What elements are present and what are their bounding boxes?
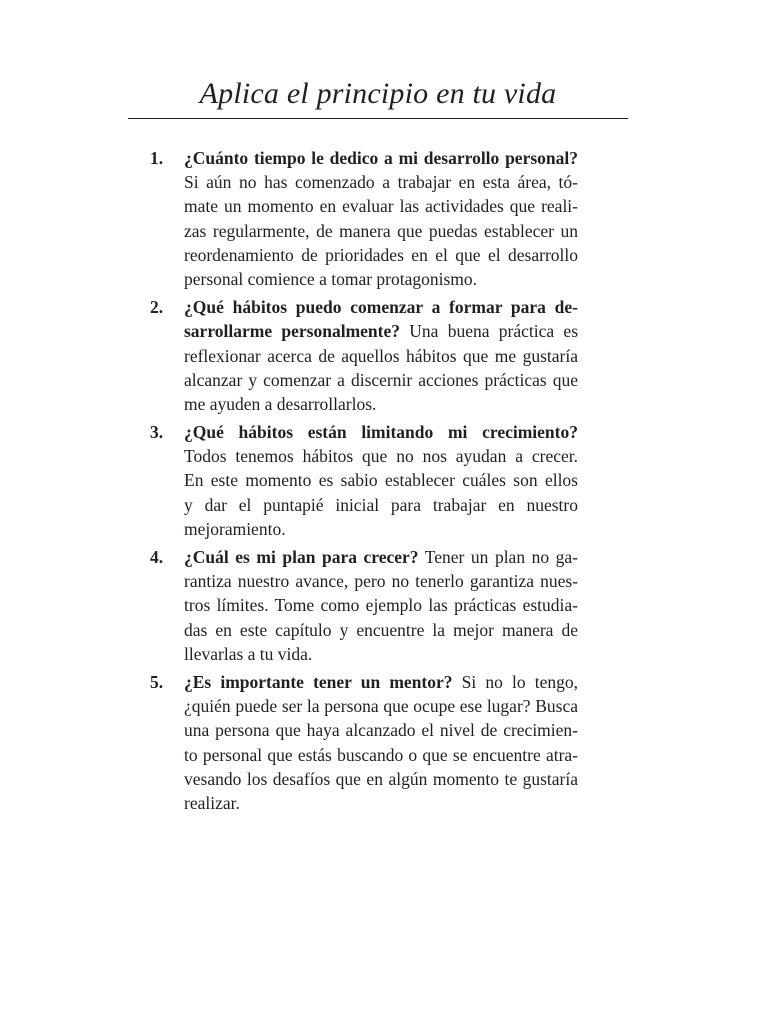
body-text: to personal que estás buscando o que se encuentre atra- <box>184 744 578 765</box>
body-text: tros límites. Tome como ejemplo las prácticas estudia- <box>184 595 578 616</box>
text-line <box>184 219 578 243</box>
text-line <box>184 344 578 368</box>
body-text: reordenamiento de prioridades en el que el desarrollo <box>184 244 578 265</box>
list-item <box>150 545 580 666</box>
body-text: Si no lo tengo, <box>452 671 579 692</box>
text-line <box>184 618 578 642</box>
page-header <box>128 76 628 112</box>
text-line <box>184 420 578 444</box>
question-text: ¿Qué hábitos están limitando mi crecimiento? <box>184 422 578 443</box>
question-text: ¿Cuál es mi plan para crecer? <box>184 547 419 567</box>
body-text: Una buena práctica es <box>400 321 579 342</box>
question-text: ¿Es importante tener un mentor? <box>184 671 453 692</box>
header-divider <box>128 118 628 119</box>
item-number: 2. <box>150 297 164 318</box>
text-line <box>184 743 578 767</box>
body-text: una persona que haya alcanzado el nivel de crecimien- <box>184 720 578 741</box>
body-text: ¿quién puede ser la persona que ocupe ese lugar? Busca <box>184 696 578 717</box>
text-line <box>184 243 578 267</box>
item-number: 1. <box>150 148 164 168</box>
body-text: me ayuden a desarrollarlos. <box>184 393 377 414</box>
text-line <box>184 545 578 569</box>
text-line <box>184 444 578 468</box>
body-text: reflexionar acerca de aquellos hábitos que me gustaría <box>184 345 578 366</box>
body-text: mate un momento en evaluar las actividades que reali- <box>184 196 578 217</box>
text-line <box>184 791 578 815</box>
body-text: realizar. <box>184 792 240 813</box>
text-line <box>184 517 578 541</box>
body-text: Tener un plan no ga- <box>418 547 578 567</box>
body-text: y dar el puntapié inicial para trabajar en nuestro <box>184 494 578 515</box>
text-line <box>184 569 578 593</box>
question-list <box>150 146 580 819</box>
text-line <box>184 319 578 343</box>
text-line <box>184 146 578 170</box>
text-line <box>184 670 578 694</box>
question-text: ¿Qué hábitos puedo comenzar a formar para de- <box>184 297 578 318</box>
body-text: Si aún no has comenzado a trabajar en esta área, tó- <box>184 172 578 193</box>
text-line <box>184 170 578 194</box>
body-text: En este momento es sabio establecer cuáles son ellos <box>184 470 578 491</box>
item-text <box>184 420 578 541</box>
body-text: Todos tenemos hábitos que no nos ayudan a crecer. <box>184 446 578 467</box>
body-text: personal comience a tomar protagonismo. <box>184 268 478 289</box>
item-text <box>184 670 578 815</box>
item-text <box>184 545 578 666</box>
list-item <box>150 146 580 291</box>
text-line <box>184 767 578 791</box>
text-line <box>184 593 578 617</box>
body-text: vesando los desafíos que en algún momento te gustaría <box>184 768 578 789</box>
body-text: mejoramiento. <box>184 518 286 539</box>
text-line <box>184 267 578 291</box>
text-line <box>184 718 578 742</box>
list-item <box>150 420 580 541</box>
text-line <box>184 468 578 492</box>
list-item <box>150 670 580 815</box>
text-line <box>184 694 578 718</box>
body-text: rantiza nuestro avance, pero no tenerlo garantiza nues- <box>184 571 578 592</box>
text-line <box>184 194 578 218</box>
question-text: sarrollarme personalmente? <box>184 321 400 342</box>
text-line <box>184 295 578 319</box>
body-text: zas regularmente, de manera que puedas establecer un <box>184 220 578 241</box>
item-text <box>184 146 578 291</box>
text-line <box>184 493 578 517</box>
item-number: 4. <box>150 547 164 567</box>
text-line <box>184 642 578 666</box>
item-number: 5. <box>150 671 164 692</box>
item-number: 3. <box>150 422 164 443</box>
question-text: ¿Cuánto tiempo le dedico a mi desarrollo personal? <box>184 148 578 168</box>
page-title: Aplica el principio en tu vida <box>199 77 557 110</box>
body-text: llevarlas a tu vida. <box>184 643 313 664</box>
body-text: alcanzar y comenzar a discernir acciones prácticas que <box>184 369 578 390</box>
body-text: das en este capítulo y encuentre la mejor manera de <box>184 619 578 640</box>
text-line <box>184 392 578 416</box>
text-line <box>184 368 578 392</box>
list-item <box>150 295 580 416</box>
item-text <box>184 295 578 416</box>
